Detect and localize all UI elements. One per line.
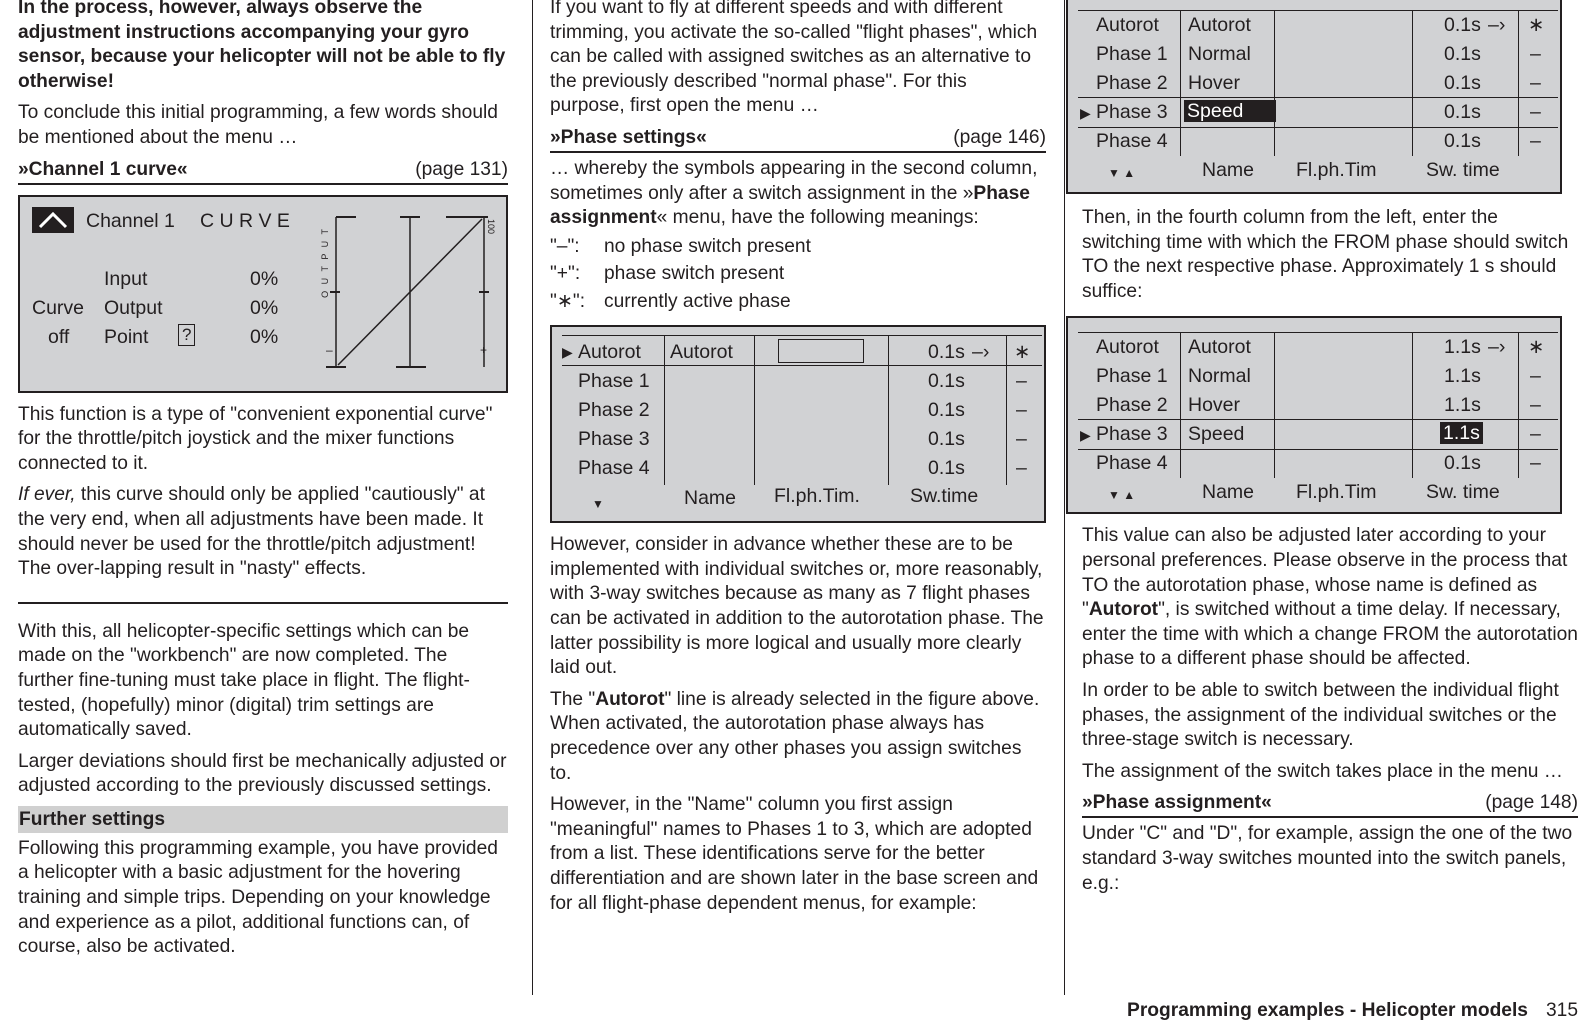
- caution-body: this curve should only be applied "cautiously" at the very end, when all adjustments have been made. It should never be used for the throttle/pitch adjustment! The over-lapping result in "nasty" effects.: [18, 484, 485, 580]
- axis-minus-label: –: [326, 342, 333, 357]
- legend-text: no phase switch present: [604, 235, 811, 257]
- col-separator: [664, 335, 665, 485]
- phase-state: –: [1530, 365, 1541, 388]
- column-header-name: Name: [684, 487, 737, 510]
- phase-label[interactable]: Phase 2: [1096, 394, 1168, 417]
- symbols-paragraph: [550, 157, 1046, 231]
- legend-key: "–":: [550, 235, 580, 257]
- switch-time[interactable]: 0.1s: [1444, 130, 1481, 152]
- phase-label[interactable]: Autorot: [1096, 14, 1159, 36]
- symbol-legend: [550, 233, 1046, 316]
- adjust-text-bold: Autorot: [1088, 599, 1159, 621]
- phase-label[interactable]: Phase 1: [578, 370, 650, 393]
- symbols-text-a: … whereby the symbols appearing in the second column, sometimes only after a switch assignment in the »: [550, 157, 1038, 204]
- output-label: Output: [104, 296, 163, 319]
- column-header-name: Name: [1202, 481, 1255, 504]
- phase-state: –: [1016, 399, 1027, 422]
- phase-label[interactable]: Phase 1: [1096, 43, 1168, 65]
- phase-label[interactable]: Autorot: [1096, 336, 1159, 359]
- menu-header-phase-assignment: [1082, 791, 1578, 818]
- switch-time[interactable]: 0.1s: [1444, 43, 1481, 65]
- col-separator: [1412, 10, 1413, 156]
- phase-state: –: [1530, 394, 1541, 417]
- switch-time[interactable]: 1.1s: [1444, 336, 1481, 359]
- autorot-text-a: The ": [550, 688, 596, 710]
- legend-key: "∗":: [550, 290, 586, 312]
- caution-lead: If ever,: [18, 484, 76, 506]
- menu-title: »Phase settings«: [550, 126, 707, 148]
- row-cursor-icon: ▶: [1080, 427, 1091, 444]
- menu-title: »Channel 1 curve«: [18, 158, 188, 180]
- menu-title: »Phase assignment«: [1082, 792, 1272, 814]
- footer-title: Programming examples - Helicopter models: [1127, 1000, 1528, 1021]
- assignment-menu-paragraph: The assignment of the switch takes place in the menu …: [1082, 760, 1563, 782]
- menu-page-ref: (page 146): [953, 126, 1046, 148]
- deviations-paragraph: Larger deviations should first be mechanically adjusted or adjusted according to the previously discussed settings.: [18, 750, 507, 797]
- curve-caution: [18, 483, 508, 581]
- phase-state: –: [1530, 43, 1541, 65]
- phase-name[interactable]: Normal: [1188, 43, 1251, 65]
- further-settings-heading: Further settings: [18, 806, 508, 833]
- menu-page-ref: (page 131): [415, 158, 508, 180]
- phase-state: ∗: [1528, 336, 1545, 359]
- row-cursor-icon: ▶: [562, 344, 573, 361]
- phase-name-selected[interactable]: Speed: [1184, 100, 1276, 122]
- output-value: 0%: [250, 296, 279, 319]
- workbench-paragraph: With this, all helicopter-specific settings which can be made on the "workbench" are now completed. The further fine-tuning must take place in flight. The flight-tested, (hopefully) minor (digital) trim settings are automatically saved.: [18, 620, 470, 741]
- point-label: Point: [104, 325, 149, 348]
- switch-time[interactable]: 0.1s: [928, 457, 965, 480]
- phase-label[interactable]: Phase 4: [1096, 130, 1168, 152]
- screen-title: Channel 1: [86, 209, 175, 232]
- row-cursor-icon: ▶: [1080, 105, 1091, 121]
- phase-names-screen: [1066, 0, 1562, 194]
- channel1-curve-screen: [18, 195, 508, 393]
- autorot-text-c: " line is already selected in the figure above. When activated, the autorotation phase always has precedence over any other phases you assign switches to.: [550, 688, 1040, 784]
- page-footer: [1127, 998, 1578, 1024]
- switch-time[interactable]: 0.1s: [928, 399, 965, 422]
- curve-state-value: off: [48, 325, 70, 348]
- column-header-switch-time: Sw. time: [1426, 159, 1500, 181]
- axis-plus-label: +: [480, 342, 488, 357]
- col-separator: [1274, 332, 1275, 478]
- phase-state: –: [1530, 423, 1541, 446]
- switch-example-paragraph: Under "C" and "D", for example, assign the one of the two standard 3-way switches mounted into the switch panels, e.g.:: [1082, 823, 1573, 894]
- transition-arrow-icon: –›: [972, 341, 990, 364]
- scroll-updown-icon[interactable]: ▼ ▲: [1108, 166, 1136, 180]
- menu-header-phase-settings: [550, 126, 1046, 153]
- switch-advice-paragraph: However, consider in advance whether these are to be implemented with individual switches or, more reasonably, with 3-way switches because as many as 7 flight phases can be activated in addition to the autorotation phase. The latter possibility is more logical and usually more clearly laid out.: [550, 534, 1044, 679]
- phase-name[interactable]: Hover: [1188, 394, 1241, 417]
- scroll-updown-icon[interactable]: ▼ ▲: [1108, 488, 1136, 503]
- phase-state: –: [1530, 452, 1541, 475]
- legend-text: phase switch present: [604, 263, 785, 285]
- phase-label[interactable]: Phase 3: [1096, 101, 1168, 123]
- column-2: [550, 0, 1046, 923]
- row-separator: [1078, 10, 1558, 11]
- legend-row: [550, 233, 1046, 261]
- row-separator: [1078, 332, 1558, 333]
- phase-state: –: [1016, 428, 1027, 451]
- col-separator: [1518, 332, 1519, 478]
- adjust-text-c: ", is switched without a time delay. If necessary, enter the time with which a change FROM the autorotation phase to a different phase should be affected.: [1082, 599, 1578, 670]
- input-label: Input: [104, 267, 148, 290]
- autorot-text-bold: Autorot: [595, 688, 665, 710]
- col-separator: [754, 335, 755, 485]
- row-separator: [1078, 127, 1558, 128]
- switch-between-paragraph: In order to be able to switch between the individual flight phases, the assignment of the individual switches or the three-stage switch is necessary.: [1082, 679, 1559, 751]
- curve-heading: C U R V E: [200, 209, 290, 232]
- col-separator: [888, 335, 889, 485]
- transition-arrow-icon: –›: [1488, 336, 1506, 359]
- phase-name[interactable]: Normal: [1188, 365, 1251, 388]
- legend-row: [550, 260, 1046, 288]
- column-header-timer: Fl.ph.Tim: [1296, 159, 1377, 181]
- col-separator: [1180, 10, 1181, 156]
- scroll-down-icon[interactable]: ▼: [592, 497, 604, 512]
- phase-name[interactable]: Hover: [1188, 72, 1241, 94]
- flight-phases-intro: If you want to fly at different speeds and with different trimming, you activate the so-called "flight phases", which can be called with assigned switches as an alternative to the previously described "normal phase". For this purpose, first open the menu …: [550, 0, 1038, 117]
- input-value: 0%: [250, 267, 279, 290]
- symbols-text-menu: Phase assignment: [550, 182, 1030, 229]
- phase-label[interactable]: Phase 2: [1096, 72, 1168, 94]
- phase-name[interactable]: Autorot: [670, 341, 733, 364]
- column-divider-2: [1064, 0, 1065, 995]
- phase-state: –: [1016, 370, 1027, 393]
- switch-time[interactable]: 1.1s: [1444, 394, 1481, 417]
- col-separator: [1180, 332, 1181, 478]
- adjust-text-a: This value can also be adjusted later according to your personal preferences. Please observe in the process that TO the autorotation phase, whose name is defined as ": [1082, 525, 1568, 621]
- switch-time[interactable]: 0.1s: [1444, 72, 1481, 94]
- row-separator: [562, 335, 1042, 336]
- switch-time[interactable]: 0.1s: [928, 370, 965, 393]
- switch-time[interactable]: 0.1s: [1444, 452, 1481, 475]
- switch-time[interactable]: 0.1s: [1444, 14, 1481, 36]
- gyro-warning: In the process, however, always observe the adjustment instructions accompanying your gyro sensor, because your helicopter will not be able to fly otherwise!: [18, 0, 506, 92]
- names-paragraph: However, in the "Name" column you first assign "meaningful" names to Phases 1 to 3, which are adopted from a list. These identifications serve for the better differentiation and are shown later in the base screen and for all flight-phase dependent menus, for example:: [550, 794, 1039, 914]
- phase-name[interactable]: Autorot: [1188, 14, 1251, 36]
- row-separator: [562, 365, 1042, 366]
- col-separator: [1412, 332, 1413, 478]
- phase-state: –: [1530, 72, 1541, 94]
- phase-name[interactable]: Autorot: [1188, 336, 1251, 359]
- legend-row: [550, 288, 1046, 316]
- phase-state: ∗: [1014, 341, 1031, 364]
- curve-graph: [316, 209, 506, 379]
- intro-paragraph: To conclude this initial programming, a few words should be mentioned about the menu …: [18, 102, 498, 148]
- section-rule: [18, 602, 508, 604]
- switch-times-screen: [1066, 316, 1562, 514]
- phase-settings-screen: [550, 325, 1046, 523]
- column-3: [1082, 0, 1578, 903]
- switch-time[interactable]: 1.1s: [1444, 365, 1481, 388]
- point-marker[interactable]: ?: [178, 324, 195, 346]
- row-separator: [1078, 419, 1558, 420]
- column-header-switch-time: Sw.time: [910, 485, 979, 508]
- phase-state: ∗: [1528, 14, 1545, 36]
- phase-name[interactable]: Speed: [1188, 423, 1245, 446]
- column-1: [18, 0, 508, 967]
- phase-label[interactable]: Phase 2: [578, 399, 650, 422]
- legend-key: "+":: [550, 263, 581, 285]
- curve-description: This function is a type of "convenient exponential curve" for the throttle/pitch joystick and the mixer functions connected to it.: [18, 403, 493, 474]
- further-settings-paragraph: Following this programming example, you have provided a helicopter with a basic adjustment for the hovering training and simple trips. Depending on your knowledge and experience as a pilot, additional functions can, of course, also be activated.: [18, 837, 498, 958]
- timer-field-box[interactable]: [778, 339, 864, 363]
- phase-label[interactable]: Phase 4: [578, 457, 650, 480]
- switch-time[interactable]: 0.1s: [928, 341, 965, 364]
- autorot-paragraph: [550, 688, 1046, 786]
- adjust-later-paragraph: [1082, 524, 1578, 672]
- col-separator: [1006, 335, 1007, 485]
- curve-state-label: Curve: [32, 296, 85, 319]
- legend-text: currently active phase: [604, 290, 791, 312]
- back-arrow-icon: [32, 207, 74, 233]
- phase-label[interactable]: Phase 4: [1096, 452, 1168, 475]
- column-divider-1: [532, 0, 533, 995]
- point-value: 0%: [250, 325, 279, 348]
- col-separator: [1274, 10, 1275, 156]
- row-separator: [1078, 97, 1558, 98]
- menu-header-channel1-curve: [18, 158, 508, 185]
- menu-page-ref: (page 148): [1485, 792, 1578, 814]
- phase-label[interactable]: Phase 1: [1096, 365, 1168, 388]
- phase-label[interactable]: Autorot: [578, 341, 641, 364]
- symbols-text-c: « menu, have the following meanings:: [656, 207, 979, 229]
- phase-state: –: [1530, 130, 1541, 152]
- switching-time-paragraph: Then, in the fourth column from the left, enter the switching time with which the FROM phase should switch TO the next respective phase. Approximately 1 s should suffice:: [1082, 207, 1569, 302]
- transition-arrow-icon: –›: [1488, 14, 1506, 36]
- column-header-name: Name: [1202, 159, 1255, 181]
- output-axis-label: O U T P U T: [320, 226, 330, 298]
- column-header-timer: Fl.ph.Tim.: [774, 485, 860, 508]
- switch-time[interactable]: 0.1s: [928, 428, 965, 451]
- row-separator: [1078, 449, 1558, 450]
- axis-max-label: 100: [486, 218, 496, 234]
- phase-state: –: [1016, 457, 1027, 480]
- page-number: 315: [1545, 1000, 1578, 1021]
- column-header-switch-time: Sw. time: [1426, 481, 1500, 504]
- switch-time[interactable]: 0.1s: [1444, 101, 1481, 123]
- col-separator: [1518, 10, 1519, 156]
- phase-label[interactable]: Phase 3: [578, 428, 650, 451]
- switch-time-selected[interactable]: 1.1s: [1440, 422, 1483, 444]
- phase-label[interactable]: Phase 3: [1096, 423, 1168, 446]
- column-header-timer: Fl.ph.Tim: [1296, 481, 1377, 504]
- phase-state: –: [1530, 101, 1541, 123]
